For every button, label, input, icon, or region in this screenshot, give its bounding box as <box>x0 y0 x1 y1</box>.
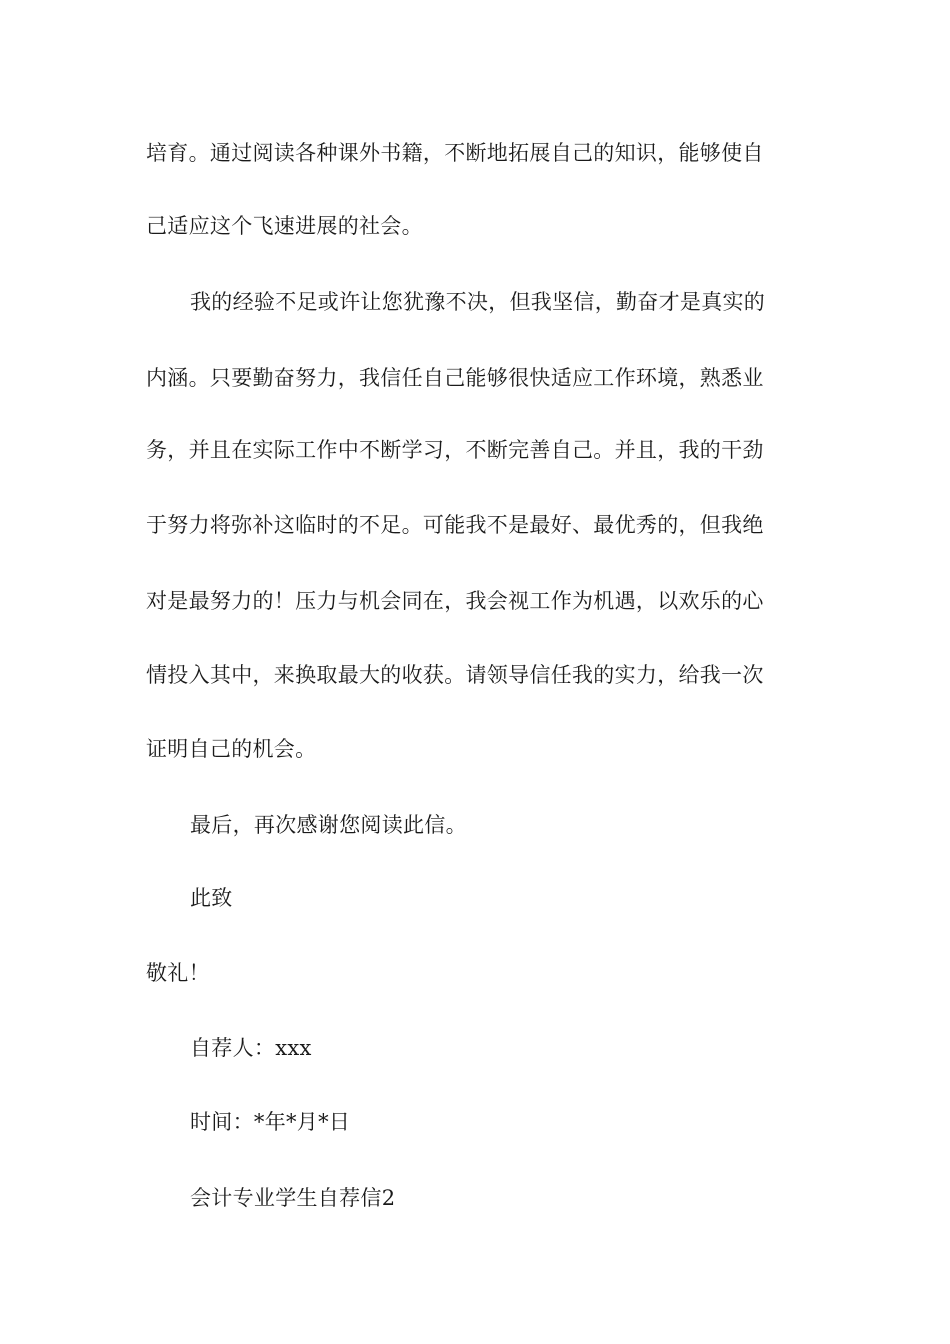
paragraph-line: 务，并且在实际工作中不断学习，不断完善自己。并且，我的干劲 <box>146 438 764 462</box>
closing-line: 最后，再次感谢您阅读此信。 <box>190 813 467 837</box>
paragraph-line: 内涵。只要勤奋努力，我信任自己能够很快适应工作环境，熟悉业 <box>146 366 764 390</box>
paragraph-line: 己适应这个飞速进展的社会。 <box>146 214 423 238</box>
paragraph-line: 培育。通过阅读各种课外书籍，不断地拓展自己的知识，能够使自 <box>146 141 764 165</box>
salutation-line-2: 敬礼！ <box>146 961 210 985</box>
salutation-line-1: 此致 <box>190 886 233 910</box>
paragraph-line: 于努力将弥补这临时的不足。可能我不是最好、最优秀的，但我绝 <box>146 513 764 537</box>
paragraph-line: 情投入其中，来换取最大的收获。请领导信任我的实力，给我一次 <box>146 663 764 687</box>
next-letter-title: 会计专业学生自荐信2 <box>190 1186 396 1210</box>
paragraph-line: 对是最努力的！压力与机会同在，我会视工作为机遇，以欢乐的心 <box>146 589 764 613</box>
signer-line: 自荐人：xxx <box>190 1036 312 1060</box>
date-line: 时间：*年*月*日 <box>190 1110 351 1134</box>
paragraph-line: 证明自己的机会。 <box>146 737 317 761</box>
paragraph-line: 我的经验不足或许让您犹豫不决，但我坚信，勤奋才是真实的 <box>190 290 766 314</box>
